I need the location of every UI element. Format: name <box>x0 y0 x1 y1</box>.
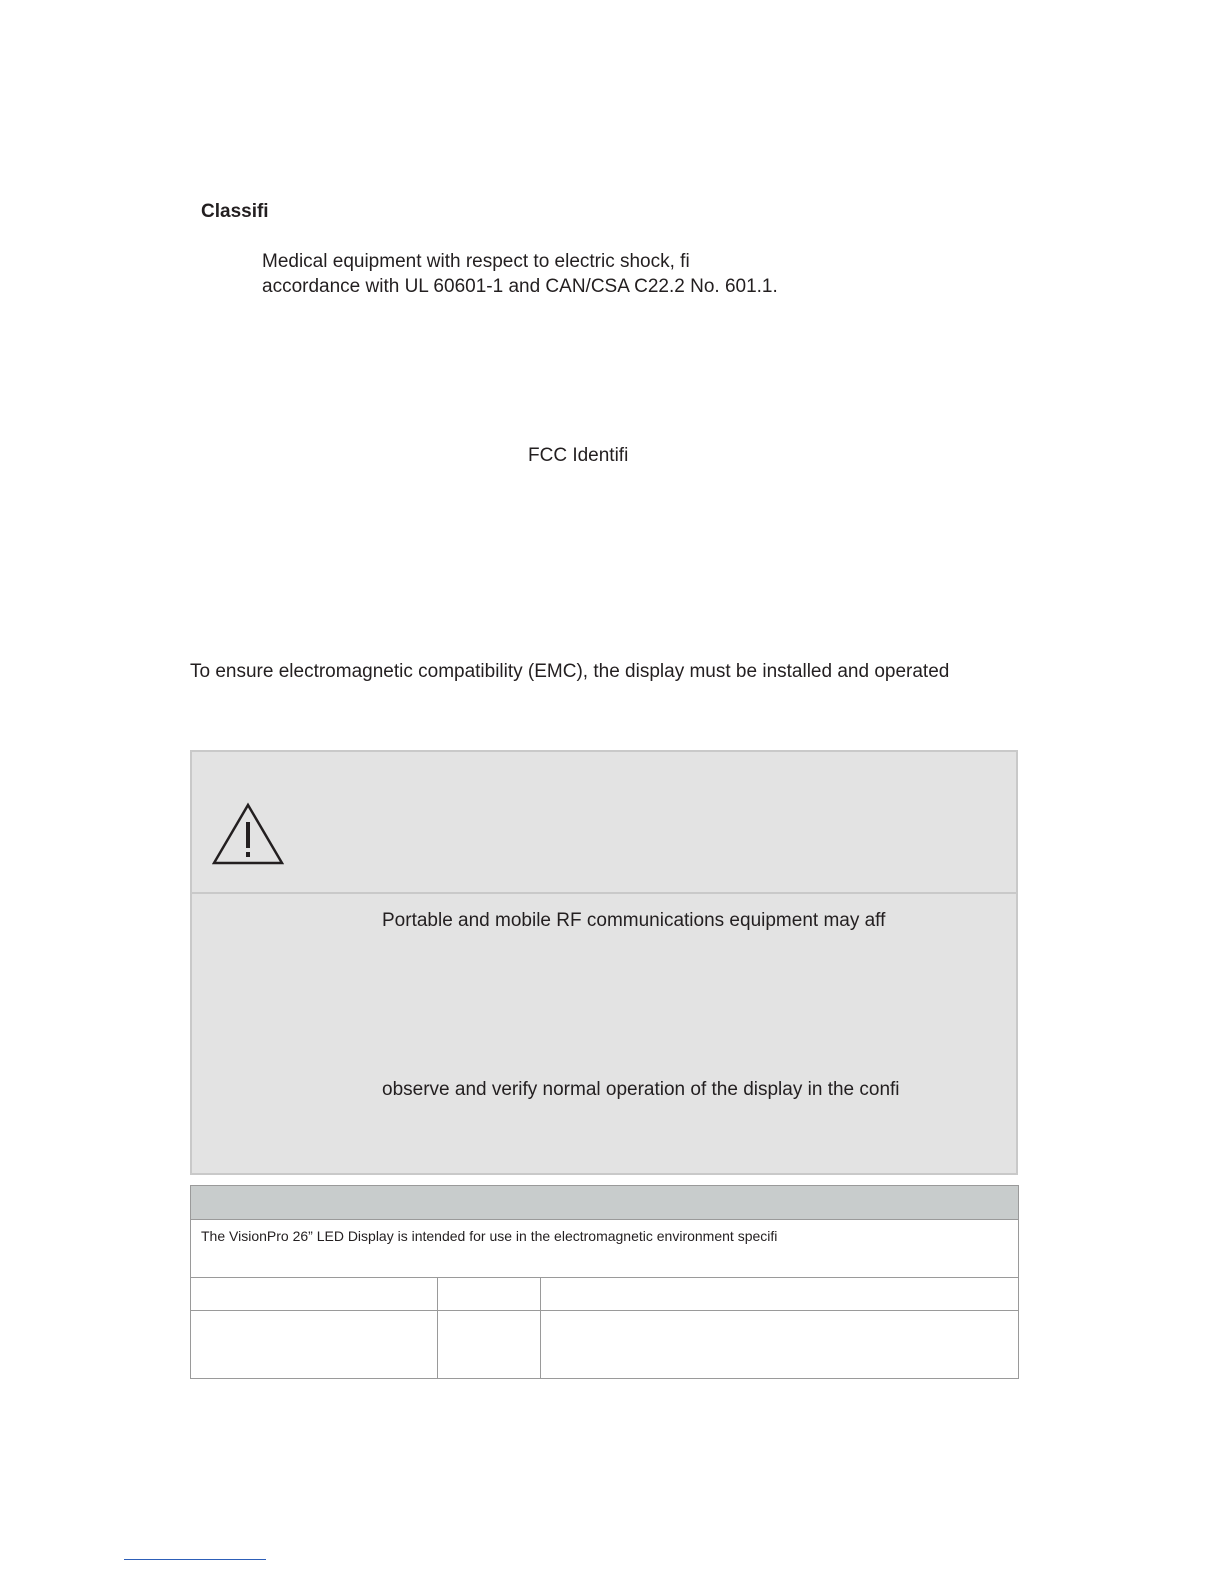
section-heading: Classifi <box>201 201 269 222</box>
fcc-identification-label: FCC Identifi <box>528 445 629 466</box>
warning-triangle-icon <box>212 802 284 866</box>
table-cell <box>438 1311 541 1379</box>
warning-text-line-2: observe and verify normal operation of the display in the confi <box>382 1079 900 1100</box>
emc-intro-text: To ensure electromagnetic compatibility (EMC), the display must be installed and operated <box>190 661 950 682</box>
warning-text-line-1: Portable and mobile RF communications equipment may aff <box>382 910 886 931</box>
table-header-cell <box>191 1278 438 1311</box>
classification-text-line-1: Medical equipment with respect to electric shock, fi <box>262 251 690 272</box>
footer-link-underline <box>124 1559 266 1560</box>
table-cell <box>191 1311 438 1379</box>
emc-guidance-table <box>190 1185 1019 1379</box>
table-header-cell <box>541 1278 1019 1311</box>
table-intro-cell: The VisionPro 26” LED Display is intended for use in the electromagnetic environment specifi <box>191 1220 1019 1278</box>
table-title-row <box>191 1186 1019 1220</box>
warning-header <box>192 752 1016 894</box>
table-intro-row <box>191 1220 1019 1278</box>
table-header-row <box>191 1278 1019 1311</box>
table-title-cell <box>191 1186 1019 1220</box>
table-header-cell <box>438 1278 541 1311</box>
warning-box <box>190 750 1018 1175</box>
table-cell <box>541 1311 1019 1379</box>
classification-text-line-2: accordance with UL 60601-1 and CAN/CSA C22.2 No. 601.1. <box>262 276 778 297</box>
table-row <box>191 1311 1019 1379</box>
